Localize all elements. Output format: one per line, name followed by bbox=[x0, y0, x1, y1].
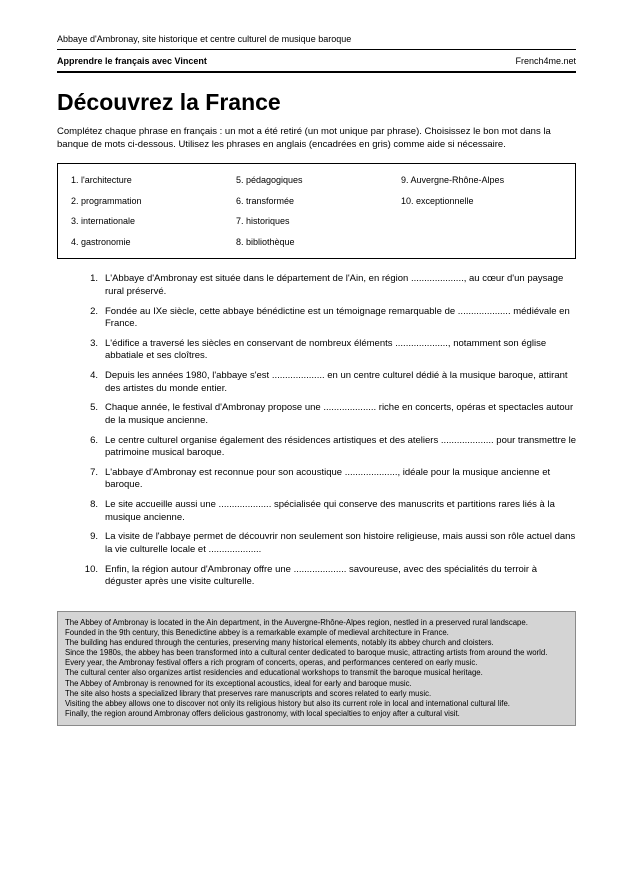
english-sentence: The building has endured through the centuries, preserving many historical elements, notably its abbey church and cloisters. bbox=[65, 638, 494, 647]
exercise-number: 1. bbox=[90, 273, 98, 285]
word-bank-item: 7. historiques bbox=[236, 216, 290, 227]
exercise-sentence: Le centre culturel organise également des résidences artistiques et des ateliers .................... pour transmettre le patrimoine musical baroque. bbox=[105, 434, 577, 459]
word-bank-item: 3. internationale bbox=[71, 216, 136, 227]
exercise-number: 5. bbox=[90, 402, 98, 414]
exercise-item bbox=[78, 435, 576, 460]
word-bank-box bbox=[57, 163, 576, 259]
english-sentence: Founded in the 9th century, this Benedictine abbey is a remarkable example of medieval architecture in France. bbox=[65, 627, 449, 637]
word-bank-item: 9. Auvergne-Rhône-Alpes bbox=[401, 175, 505, 186]
word-bank-item: 8. bibliothèque bbox=[236, 236, 295, 247]
exercise-item bbox=[78, 273, 576, 298]
exercise-number: 8. bbox=[90, 499, 98, 510]
exercise-sentence: L'Abbaye d'Ambronay est située dans le département de l'Ain, en région ...................., au cœur d'un paysage rural préservé. bbox=[105, 273, 564, 297]
exercise-item bbox=[78, 338, 576, 363]
english-sentence: Every year, the Ambronay festival offers a rich program of concerts, operas, and performances centered on early music. bbox=[65, 658, 478, 668]
exercise-number: 10. bbox=[84, 563, 98, 575]
exercise-item bbox=[78, 499, 576, 524]
word-bank-item: 6. transformée bbox=[236, 195, 295, 206]
word-bank-column-3 bbox=[401, 175, 562, 257]
word-bank-column-1 bbox=[71, 175, 236, 257]
exercise-number: 2. bbox=[90, 305, 98, 317]
exercise-item bbox=[78, 370, 576, 395]
english-sentence: The Abbey of Ambronay is renowned for its exceptional acoustics, ideal for early and baroque music. bbox=[65, 678, 412, 688]
exercise-sentence: Chaque année, le festival d'Ambronay propose une .................... riche en concerts, opéras et spectacles autour de la musique ancienne. bbox=[105, 402, 574, 426]
exercise-item bbox=[78, 306, 576, 331]
exercise-sentence: Fondée au IXe siècle, cette abbaye bénédictine est un témoignage remarquable de .................... médiévale en France. bbox=[105, 305, 570, 330]
english-sentence: Finally, the region around Ambronay offers delicious gastronomy, with local specialties to enjoy after a cultural visit. bbox=[65, 708, 460, 718]
document-subtitle: Abbaye d'Ambronay, site historique et centre culturel de musique baroque bbox=[57, 34, 576, 50]
exercise-sentence: L'édifice a traversé les siècles en conservant de nombreux éléments ...................., notamment son église abbatiale et ses cloîtres. bbox=[105, 337, 547, 362]
english-help-box bbox=[57, 611, 576, 726]
word-bank-item: 2. programmation bbox=[71, 195, 142, 206]
instructions-text: Complétez chaque phrase en français : un mot a été retiré (un mot unique par phrase). Choisissez le bon mot dans la banque de mots ci-dessous. Utilisez les phrases en anglais (encadrées en gris) comme aide si nécessaire. bbox=[57, 126, 551, 150]
exercise-sentence: Le site accueille aussi une .................... spécialisée qui conserve des manuscrits et partitions rares liés à la musique ancienne. bbox=[105, 499, 555, 523]
english-sentence: The Abbey of Ambronay is located in the Ain department, in the Auvergne-Rhône-Alpes region, nestled in a preserved rural landscape. bbox=[65, 617, 528, 627]
exercise-number: 3. bbox=[90, 337, 98, 349]
header-brand: Apprendre le français avec Vincent bbox=[57, 56, 207, 66]
word-bank-item: 5. pédagogiques bbox=[236, 175, 303, 186]
exercise-item bbox=[78, 531, 576, 556]
exercise-sentence: Depuis les années 1980, l'abbaye s'est .................... en un centre culturel dédié à la musique baroque, attirant des artistes du monde entier. bbox=[105, 370, 568, 394]
word-bank-item: 10. exceptionnelle bbox=[401, 195, 474, 206]
english-sentence: Since the 1980s, the abbey has been transformed into a cultural center dedicated to baroque music, attracting artists from around the world. bbox=[65, 648, 548, 658]
exercise-number: 7. bbox=[90, 466, 98, 478]
exercise-number: 6. bbox=[90, 434, 98, 446]
exercise-number: 9. bbox=[90, 531, 98, 543]
exercise-item bbox=[78, 402, 576, 427]
english-sentence: The site also hosts a specialized library that preserves rare manuscripts and scores related to early music. bbox=[65, 688, 432, 698]
exercise-item bbox=[78, 564, 576, 589]
word-bank-item: 4. gastronomie bbox=[71, 236, 131, 247]
header-bar bbox=[57, 50, 576, 73]
exercise-sentence: L'abbaye d'Ambronay est reconnue pour son acoustique ...................., idéale pour la musique ancienne et baroque. bbox=[105, 466, 551, 491]
word-bank-column-2 bbox=[236, 175, 401, 257]
exercise-sentence: La visite de l'abbaye permet de découvrir non seulement son histoire religieuse, mais aussi son rôle actuel dans la vie culturelle locale et .................... bbox=[105, 531, 576, 555]
header-website: French4me.net bbox=[515, 56, 576, 66]
exercise-number: 4. bbox=[90, 370, 98, 381]
exercise-list bbox=[57, 273, 576, 589]
english-sentence: Visiting the abbey allows one to discover not only its religious history but also its current role in local and international cultural life. bbox=[65, 698, 510, 708]
page-title: Découvrez la France bbox=[57, 89, 281, 115]
exercise-item bbox=[78, 467, 576, 492]
word-bank-item: 1. l'architecture bbox=[71, 175, 132, 186]
english-sentence: The cultural center also organizes artist residencies and educational workshops to transmit the baroque musical heritage. bbox=[65, 668, 483, 678]
exercise-sentence: Enfin, la région autour d'Ambronay offre une .................... savoureuse, avec des spécialités du terroir à déguster après une visite culturelle. bbox=[105, 563, 538, 588]
